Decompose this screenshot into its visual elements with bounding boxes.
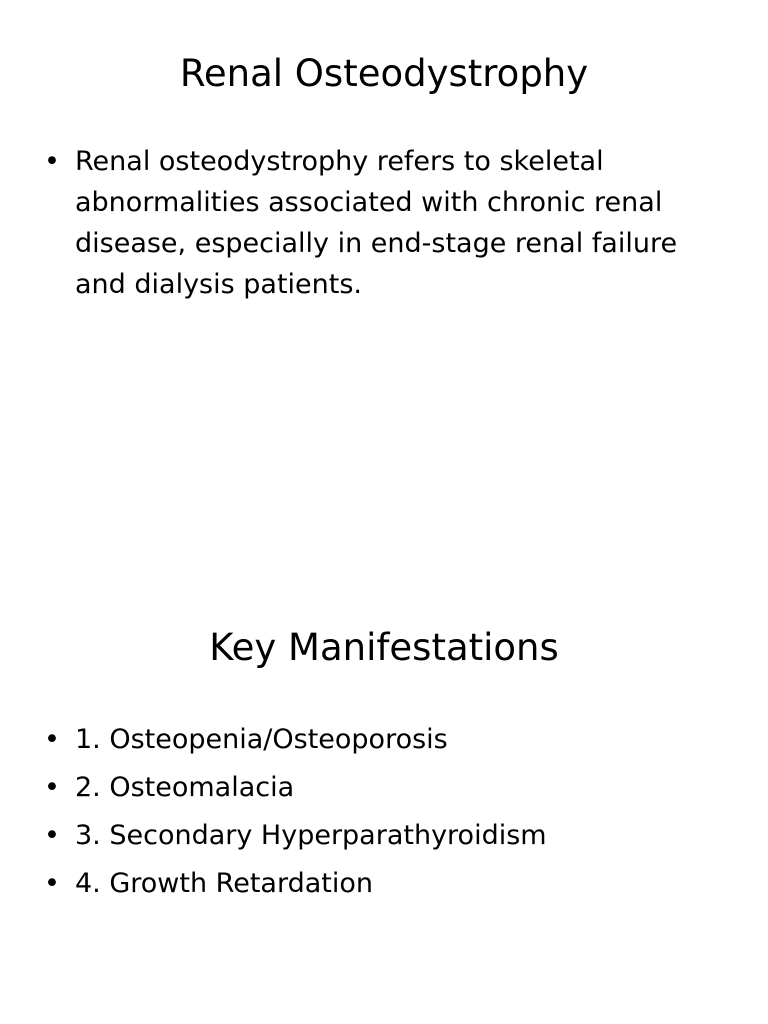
- bullet-dot-icon: •: [44, 724, 60, 755]
- slide-key-manifestations: [0, 576, 768, 1024]
- bullet-item: [40, 812, 700, 860]
- slide-title: Key Manifestations: [209, 626, 559, 669]
- bullet-item: [40, 764, 700, 812]
- slide-title: Renal Osteodystrophy: [179, 52, 589, 95]
- bullet-dot-icon: •: [44, 146, 60, 177]
- bullet-list: [40, 716, 700, 908]
- bullet-item: [40, 716, 700, 764]
- bullet-list: [40, 141, 700, 305]
- bullet-item: [40, 860, 700, 908]
- bullet-item: [40, 141, 700, 305]
- bullet-text: Renal osteodystrophy refers to skeletal abnormalities associated with chronic renal disease, especially in end-stage renal failure and dialysis patients.: [75, 146, 678, 300]
- bullet-dot-icon: •: [44, 820, 60, 851]
- bullet-text: 4. Growth Retardation: [75, 868, 373, 899]
- bullet-dot-icon: •: [44, 772, 60, 803]
- bullet-text: 3. Secondary Hyperparathyroidism: [75, 820, 547, 851]
- bullet-text: 2. Osteomalacia: [75, 772, 295, 803]
- bullet-dot-icon: •: [44, 868, 60, 899]
- bullet-text: 1. Osteopenia/Osteoporosis: [75, 724, 448, 755]
